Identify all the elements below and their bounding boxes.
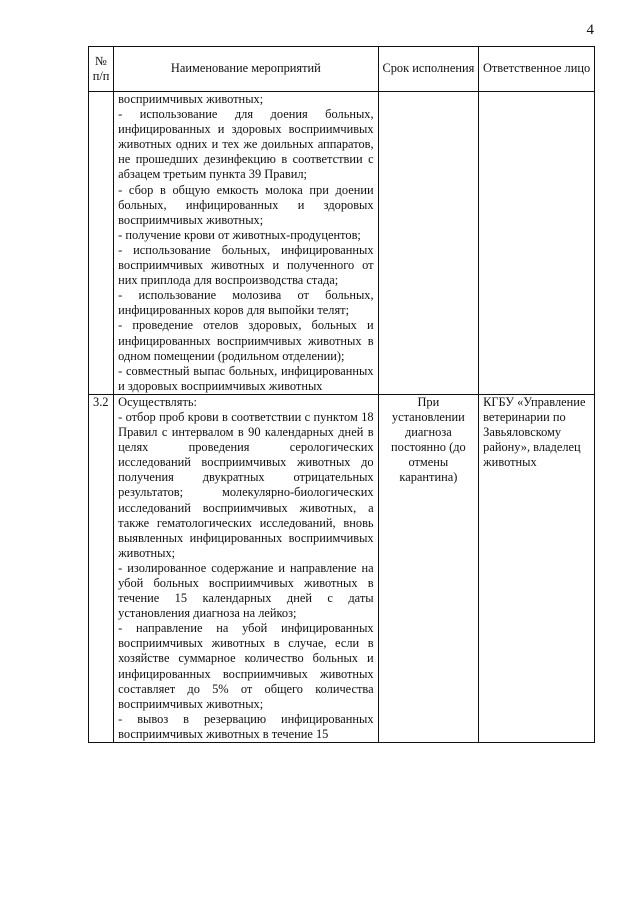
measure-line: - проведение отелов здоровых, больных и инфицированных восприимчивых животных в одном помещении (родильном отделении); xyxy=(118,318,374,363)
table-header-row xyxy=(89,47,595,92)
measure-line: - вывоз в резервацию инфицированных восприимчивых животных в течение 15 xyxy=(118,711,374,741)
measure-line: - сбор в общую емкость молока при доении больных, инфицированных и здоровых восприимчивых животных; xyxy=(118,182,374,227)
measure-line: восприимчивых животных; xyxy=(118,92,264,106)
measures-table xyxy=(88,46,595,743)
page-number: 4 xyxy=(586,22,594,38)
measure-line: - изолированное содержание и направление на убой больных восприимчивых животных в течение 15 календарных дней с даты установления диагноза на лейкоз; xyxy=(118,560,374,621)
header-term: Срок исполнения xyxy=(378,47,479,92)
row-number xyxy=(89,92,114,395)
term-cell xyxy=(378,92,479,395)
measure-line: Осуществлять: xyxy=(118,394,197,409)
term-cell: При установлении диагноза постоянно (до отмены карантина) xyxy=(378,394,479,742)
responsible-cell xyxy=(479,92,595,395)
measure-text xyxy=(114,394,378,742)
table-row xyxy=(89,92,595,395)
row-number: 3.2 xyxy=(89,394,114,742)
measure-line: - совместный выпас больных, инфицированных и здоровых восприимчивых животных xyxy=(118,363,374,393)
header-measure-name: Наименование мероприятий xyxy=(114,47,378,92)
measure-line: - использование для доения больных, инфицированных и здоровых восприимчивых животных одних и тех же доильных аппаратов, не прошедших дезинфекцию в соответствии с абзацем третьим пункта 39 Правил; xyxy=(118,107,374,182)
table-row xyxy=(89,394,595,742)
measure-line: - использование больных, инфицированных восприимчивых животных и полученного от них приплода для воспроизводства стада; xyxy=(118,242,374,288)
responsible-cell: КГБУ «Управление ветеринарии по Завьяловскому району», владелец животных xyxy=(479,394,595,742)
measure-line: - отбор проб крови в соответствии с пунктом 18 Правил с интервалом в 90 календарных дней в целях проведения серологических исследований восприимчивых животных до получения двукратных отрицательных результатов; молекулярно-биологических исследований восприимчивых животных, а также гематологических исследований, вновь выявленных инфицированных восприимчивых животных; xyxy=(118,409,374,560)
measure-text xyxy=(114,92,378,395)
measure-line: - получение крови от животных-продуцентов; xyxy=(118,227,361,242)
header-responsible: Ответственное лицо xyxy=(479,47,595,92)
measure-line: - направление на убой инфицированных восприимчивых животных в случае, если в хозяйстве суммарное количество больных и инфицированных восприимчивых животных составляет до 5% от общего количества восприимчивых животных; xyxy=(118,621,374,711)
header-number: № п/п xyxy=(89,47,114,92)
measure-line: - использование молозива от больных, инфицированных коров для выпойки телят; xyxy=(118,288,374,318)
